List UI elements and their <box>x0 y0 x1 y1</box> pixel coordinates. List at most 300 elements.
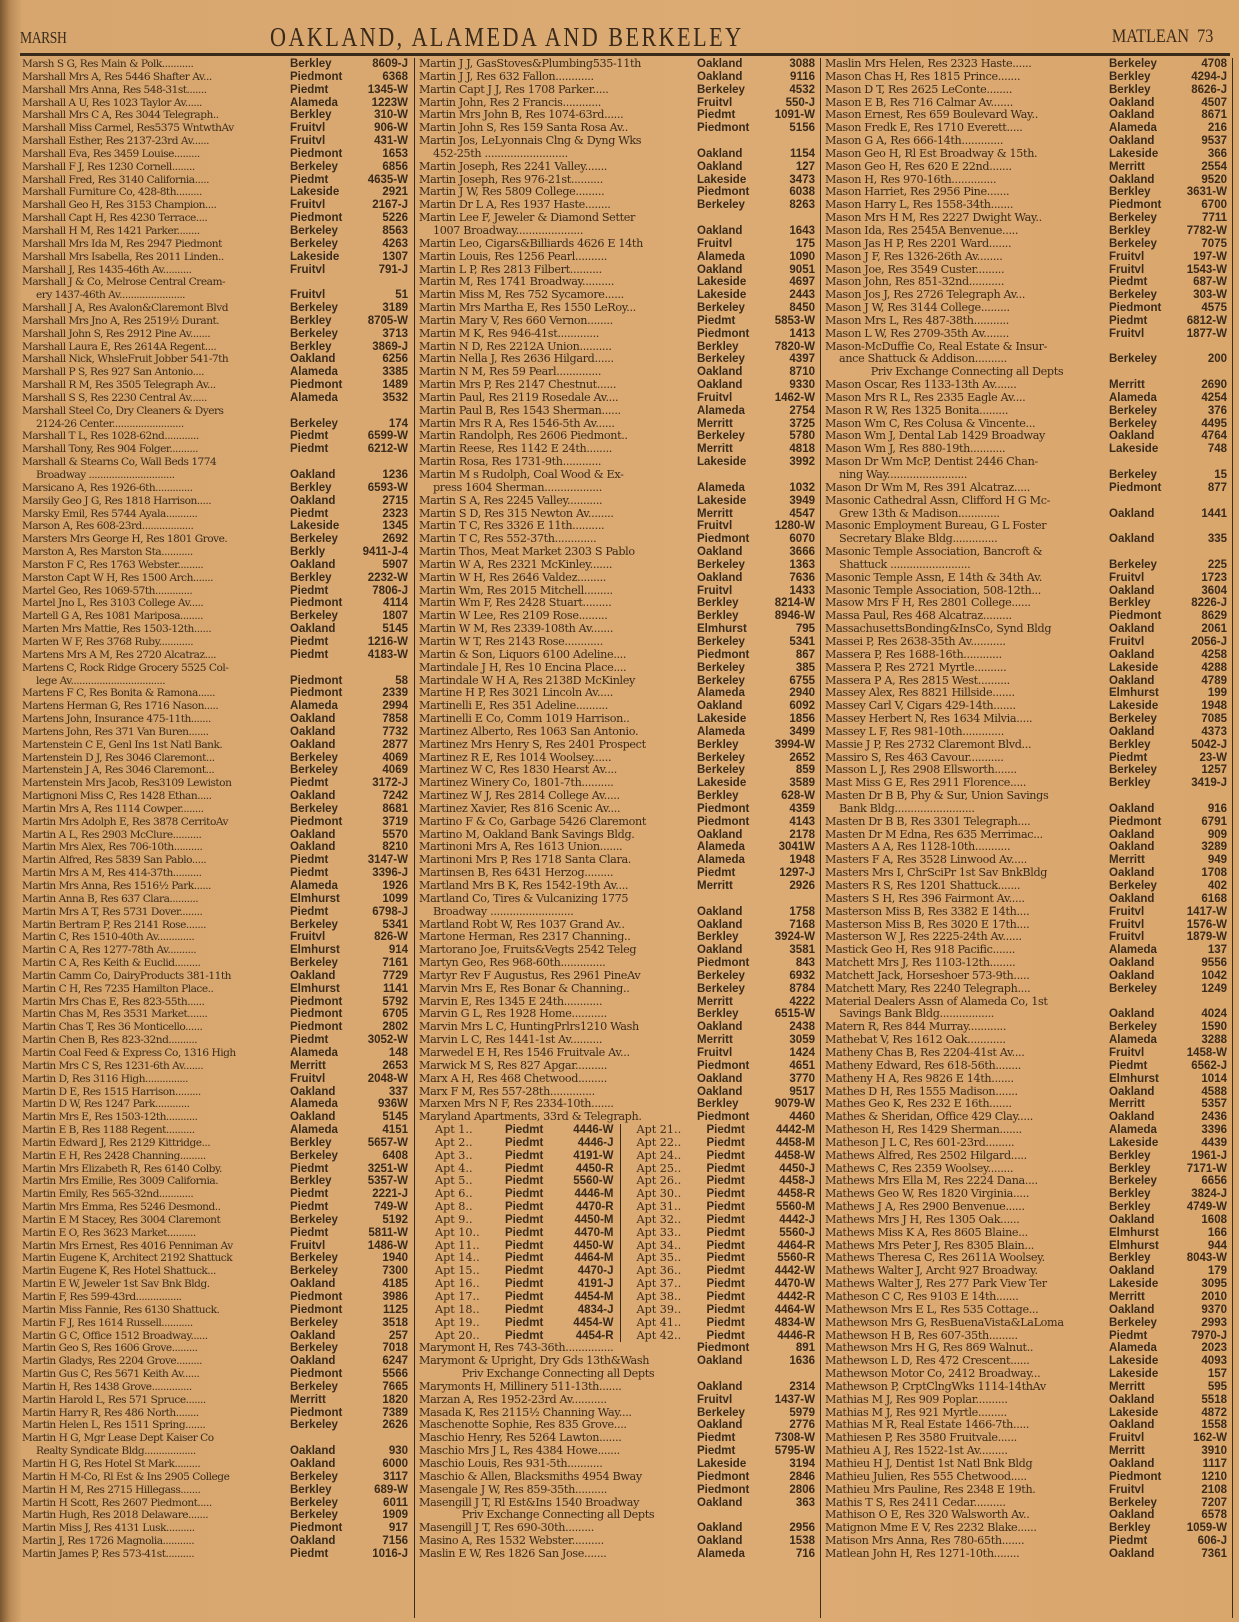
listing-exchange: Oakland <box>1109 969 1155 982</box>
listing-exchange: Berkeley <box>1109 558 1157 571</box>
listing-number: 8450 <box>789 302 815 315</box>
listing-exchange: Oakland <box>290 469 336 481</box>
apartment-label: Apt 36.. <box>636 1264 682 1278</box>
listing-number: 5657-W <box>367 1136 408 1149</box>
listing-number: 6656 <box>1201 1175 1227 1188</box>
listing-exchange: Berkeley <box>697 635 745 648</box>
listing-name: Mathewson Mrs E L, Res 535 Cottage... <box>825 1303 1039 1316</box>
apartment-label: Apt 30.. <box>636 1187 682 1201</box>
listing-name: Martin Chas M, Res 3531 Market....... <box>22 1008 208 1021</box>
listing-exchange: Fruitvl <box>697 1046 733 1059</box>
listing-row <box>22 841 414 854</box>
listing-row <box>22 1163 414 1176</box>
listing-name: Martin Joseph, Res 2241 Valley....... <box>419 160 608 173</box>
apartment-exchange: Piedmt <box>505 1149 544 1162</box>
listing-number: 1042 <box>1201 969 1227 982</box>
listing-name: Martin Anna B, Res 637 Clara.......... <box>22 892 199 905</box>
listing-name: Mathews Alfred, Res 2502 Hilgard..... <box>825 1149 1027 1162</box>
listing-exchange: Piedmont <box>1109 815 1162 828</box>
listing-exchange: Oakland <box>1109 648 1155 661</box>
listing-name: Mason J F, Res 1326-26th Av........ <box>825 250 1003 263</box>
listing-row <box>22 790 414 803</box>
listing-exchange: Oakland <box>1109 109 1155 122</box>
apartment-exchange: Piedmt <box>706 1329 745 1342</box>
listing-exchange: Alameda <box>697 725 745 738</box>
listing-row <box>419 585 821 598</box>
listing-number: 3499 <box>789 725 815 738</box>
listing-row <box>825 1368 1233 1381</box>
listing-row <box>22 675 414 688</box>
apartment-number: 4450-J <box>779 1162 815 1175</box>
listing-row <box>419 1432 821 1445</box>
listing-exchange: Berkley <box>290 58 332 70</box>
apartment-entry <box>621 1214 822 1227</box>
listing-row <box>419 186 821 199</box>
listing-exchange: Alameda <box>697 1547 745 1560</box>
listing-row <box>22 405 414 418</box>
listing-row <box>22 1034 414 1047</box>
apartment-entry <box>419 1304 621 1317</box>
listing-name: Marshall Mrs Ida M, Res 2947 Piedmont <box>22 237 222 250</box>
listing-exchange: Piedmont <box>697 802 750 815</box>
listing-exchange: Berkeley <box>1109 353 1157 366</box>
listing-row <box>22 713 414 726</box>
listing-exchange: Lakeside <box>1109 1355 1159 1368</box>
listing-name: Mathewson Mrs H G, Res 869 Walnut.. <box>825 1342 1034 1355</box>
listing-name: Martin D E, Res 1515 Harrison......... <box>22 1085 201 1098</box>
listing-exchange: Piedmt <box>1109 751 1148 764</box>
listing-name: Massey L F, Res 981-10th............. <box>825 725 1004 738</box>
listing-number: 8710 <box>789 366 815 379</box>
listing-name: Martin Coal Feed & Express Co, 1316 High <box>22 1046 236 1059</box>
listing-name: Martin W M, Res 2339-108th Av....... <box>419 623 614 636</box>
listing-name: Mathewson Motor Co, 2412 Broadway... <box>825 1368 1041 1381</box>
listing-exchange: Fruitvl <box>1109 918 1145 931</box>
listing-row <box>22 777 414 790</box>
listing-number: 8784 <box>789 982 815 995</box>
listing-row <box>825 109 1233 122</box>
listing-exchange: Piedmont <box>290 379 343 392</box>
listing-row <box>419 906 821 919</box>
listing-number: 6515-W <box>774 1008 815 1021</box>
listing-number: 3589 <box>789 777 815 790</box>
listing-exchange: Berkley <box>1109 597 1151 610</box>
listing-row <box>825 1394 1233 1407</box>
listing-name: Mathews Mrs Ella M, Res 2224 Dana.... <box>825 1175 1038 1188</box>
listing-name: Mastick Geo H, Res 918 Pacific....... <box>825 944 1015 957</box>
listing-exchange: Berkley <box>1109 1149 1151 1162</box>
listing-row <box>22 84 414 97</box>
listing-name: Martin Miss J, Res 4131 Lusk.......... <box>22 1522 195 1535</box>
listing-number: 3288 <box>1201 1034 1227 1047</box>
listing-number: 3041W <box>778 841 815 854</box>
listing-name: Masterson Miss B, Res 3382 E 14th.... <box>825 905 1030 918</box>
listing-exchange: Oakland <box>290 1329 336 1342</box>
listing-row <box>825 328 1233 341</box>
listing-name: Savings Bank Bldg................. <box>839 1008 995 1021</box>
listing-name: Mason Mrs R L, Res 2335 Eagle Av.... <box>825 391 1026 404</box>
listing-exchange: Piedmont <box>697 957 750 970</box>
apartment-row <box>419 1137 821 1150</box>
listing-row <box>419 636 821 649</box>
listing-number: 2061 <box>1201 623 1227 636</box>
listing-number: 7820-W <box>774 340 815 353</box>
listing-exchange: Fruitvl <box>1109 1046 1145 1059</box>
listing-row <box>22 1214 414 1227</box>
listing-row <box>419 1522 821 1535</box>
listing-name: Martin M, Res 1741 Broadway.......... <box>419 276 615 289</box>
listing-exchange: Berkeley <box>1109 764 1157 777</box>
listing-name: Martin D W, Res 1247 Park............ <box>22 1098 190 1111</box>
listing-row <box>22 353 414 366</box>
listing-number: 8210 <box>382 841 408 854</box>
listing-exchange: Elmhurst <box>1109 1239 1159 1252</box>
listing-exchange: Berkeley <box>290 224 338 237</box>
listing-name: Martin Mrs E, Res 1503-12th........... <box>22 1111 198 1124</box>
listing-name: Martin S A, Res 2245 Valley........... <box>419 494 603 507</box>
listing-number: 51 <box>395 289 408 302</box>
listing-exchange: Lakeside <box>697 777 747 790</box>
listing-row <box>22 508 414 521</box>
listing-row <box>419 944 821 957</box>
listing-row <box>825 71 1233 84</box>
listing-number: 2652 <box>789 751 815 764</box>
listing-name: Masson L J, Res 2908 Ellsworth....... <box>825 764 1017 777</box>
listing-exchange: Berkley <box>1109 1201 1151 1214</box>
listing-number: 4373 <box>1201 725 1227 738</box>
listing-name: Martinelli E, Res 351 Adeline.......... <box>419 700 608 713</box>
listing-exchange: Oakland <box>1109 867 1155 880</box>
listing-exchange: Lakeside <box>1109 700 1159 713</box>
listing-exchange: Berkeley <box>290 302 338 315</box>
listing-exchange: Oakland <box>1109 1111 1155 1124</box>
listing-exchange <box>290 662 356 675</box>
listing-name: Marsily Geo J G, Res 1818 Harrison..... <box>22 494 212 507</box>
listing-number: 9411-J-4 <box>362 546 408 559</box>
listing-row <box>22 533 414 546</box>
listing-name: Maschenotte Sophie, Res 835 Grove.... <box>419 1419 627 1432</box>
listing-number: 1758 <box>789 905 815 918</box>
listing-number: 1538 <box>789 1535 815 1548</box>
listing-exchange: Oakland <box>697 1085 743 1098</box>
listing-row <box>22 1342 414 1355</box>
listing-exchange: Berkeley <box>1109 1175 1157 1188</box>
apartment-number: 4442-R <box>777 1291 815 1303</box>
listing-exchange: Piedmt <box>290 1034 329 1047</box>
listing-number: 3095 <box>1201 1278 1227 1291</box>
listing-name: Matheson J L C, Res 601-23rd......... <box>825 1136 1015 1149</box>
listing-name: Martin Paul B, Res 1543 Sherman...... <box>419 404 621 417</box>
apartment-entry <box>621 1137 822 1150</box>
listing-name: Martin J J, Res 632 Fallon............ <box>419 70 594 83</box>
listing-row <box>825 341 1233 354</box>
listing-row <box>825 443 1233 456</box>
listing-number: 1424 <box>789 1046 815 1059</box>
listing-number: 4093 <box>1201 1355 1227 1368</box>
listing-exchange: Berkly <box>290 546 326 559</box>
listing-row <box>825 931 1233 944</box>
listing-exchange: Berkeley <box>697 751 745 764</box>
listing-name: Martin Mrs P, Res 2147 Chestnut...... <box>419 379 617 392</box>
listing-name: Martin Mrs Elizabeth R, Res 6140 Colby. <box>22 1162 222 1175</box>
listing-row <box>825 585 1233 598</box>
listing-exchange: Oakland <box>290 738 336 751</box>
listing-number: 1723 <box>1201 571 1227 584</box>
listing-name: Martin J, Res 1726 Magnolia........... <box>22 1535 195 1548</box>
listing-number: 3172-J <box>372 777 408 790</box>
listing-exchange: Berkley <box>290 340 332 353</box>
apartment-exchange: Piedmt <box>505 1226 544 1239</box>
listing-row <box>22 1240 414 1253</box>
listing-name: Martin Geo S, Res 1606 Grove......... <box>22 1342 198 1355</box>
listing-name: Mathes Geo K, Res 232 E 16th....... <box>825 1098 1012 1111</box>
listing-exchange: Fruitvl <box>1109 1483 1145 1496</box>
listing-exchange: Piedmt <box>290 1162 329 1175</box>
listing-number: 4818 <box>789 443 815 456</box>
listing-row <box>825 1317 1233 1330</box>
listing-exchange <box>290 1432 356 1445</box>
listing-name: Mason John, Res 851-32nd........... <box>825 276 1005 289</box>
listing-name: Martenstein J A, Res 3046 Claremont... <box>22 764 215 777</box>
apartment-number: 4454-M <box>574 1291 614 1303</box>
apartment-exchange: Piedmt <box>706 1162 745 1175</box>
listing-exchange: Oakland <box>1109 623 1155 636</box>
apartment-label: Apt 34.. <box>636 1238 682 1252</box>
listing-name: Martin C A, Res Keith & Euclid......... <box>22 957 201 970</box>
listing-exchange <box>290 456 356 469</box>
listing-row <box>825 1175 1233 1188</box>
apartment-entry <box>621 1227 822 1240</box>
listing-number: 6932 <box>789 969 815 982</box>
listing-name: Masengale J W, Res 859-35th.......... <box>419 1483 607 1496</box>
listing-name: Mathis T S, Res 2411 Cedar.......... <box>825 1496 1006 1509</box>
listing-name: Martin Dr L A, Res 1937 Haste........ <box>419 199 611 212</box>
listing-number: 1345-W <box>367 83 408 96</box>
header-last-name: MATLEAN <box>1111 26 1189 47</box>
listing-exchange: Berkley <box>1109 83 1151 96</box>
listing-row <box>419 546 821 559</box>
listing-name: Maschio Henry, Res 5264 Lawton....... <box>419 1432 622 1445</box>
listing-row <box>825 546 1233 559</box>
listing-row <box>22 1317 414 1330</box>
listing-exchange <box>290 276 356 289</box>
listing-number: 6212-W <box>367 443 408 456</box>
listing-row <box>419 212 821 225</box>
listing-exchange: Oakland <box>1109 1393 1155 1406</box>
listing-number: 5341 <box>382 918 408 931</box>
apartment-entry <box>419 1214 621 1227</box>
listing-row <box>825 1432 1233 1445</box>
listing-name: Martin L P, Res 2813 Filbert.......... <box>419 263 602 276</box>
listing-row <box>419 148 821 161</box>
listing-row <box>22 225 414 238</box>
listing-number: 1879-W <box>1186 931 1227 944</box>
listing-number: 5341 <box>789 635 815 648</box>
listing-row <box>825 1497 1233 1510</box>
apartment-label: Apt 31.. <box>636 1200 682 1214</box>
apartment-number: 4458-R <box>777 1188 815 1201</box>
listing-number: 3147-W <box>367 854 408 867</box>
listing-exchange: Berkeley <box>1109 237 1157 250</box>
listing-number: 9370 <box>1201 1303 1227 1316</box>
listing-row <box>825 1509 1233 1522</box>
listing-name: Martel Jno L, Res 3103 College Av..... <box>22 597 204 610</box>
listing-number <box>763 469 821 482</box>
listing-name: Martin C A, Res 1277-78th Av.......... <box>22 944 197 957</box>
listing-exchange: Oakland <box>697 944 743 957</box>
listing-exchange: Lakeside <box>1109 443 1159 456</box>
listing-name: Secretary Blake Bldg.............. <box>839 533 998 546</box>
listing-row <box>419 1394 821 1407</box>
listing-row <box>419 919 821 932</box>
listing-number: 4460 <box>789 1111 815 1124</box>
listing-row <box>825 944 1233 957</box>
listing-row <box>825 174 1233 187</box>
listing-row <box>22 315 414 328</box>
listing-row <box>22 1291 414 1304</box>
listing-row <box>22 1381 414 1394</box>
listing-name: Mason Ida, Res 2545A Benvenue..... <box>825 224 1019 237</box>
listing-number <box>1175 546 1233 559</box>
listing-name: Marx A H, Res 468 Chetwood......... <box>419 1072 607 1085</box>
listing-row <box>22 649 414 662</box>
listing-exchange: Oakland <box>1109 507 1155 520</box>
listing-exchange: Oakland <box>697 70 743 83</box>
listing-row <box>419 341 821 354</box>
listing-number: 4359 <box>789 802 815 815</box>
listing-number: 7161 <box>382 957 408 970</box>
listing-row <box>22 1021 414 1034</box>
listing-name: Martin H M-Co, Rl Est & Ins 2905 College <box>22 1470 230 1483</box>
apartment-exchange: Piedmt <box>706 1201 745 1214</box>
listing-exchange: Fruitvl <box>697 237 733 250</box>
listing-number: 944 <box>1207 1239 1227 1252</box>
listing-row <box>825 1008 1233 1021</box>
listing-number: 9520 <box>1201 173 1227 186</box>
listing-number: 4143 <box>789 815 815 828</box>
listing-row <box>22 1522 414 1535</box>
listing-exchange: Berkeley <box>290 1265 338 1278</box>
listing-name: Masonic Temple Association, Bancroft & <box>825 546 1043 559</box>
listing-exchange: Elmhurst <box>1109 1072 1159 1085</box>
listing-name: Matheny Edward, Res 618-56th........ <box>825 1059 1021 1072</box>
listing-exchange: Piedmont <box>1109 481 1162 494</box>
listing-number: 1489 <box>382 379 408 392</box>
listing-exchange: Fruitvl <box>697 1393 733 1406</box>
listing-name: Matheson H, Res 1429 Sherman....... <box>825 1124 1022 1137</box>
listing-exchange: Alameda <box>697 481 745 494</box>
listing-number <box>356 456 414 469</box>
listing-number: 4872 <box>1201 1406 1227 1419</box>
listing-row <box>419 700 821 713</box>
listing-number: 5518 <box>1201 1393 1227 1406</box>
listing-row <box>22 161 414 174</box>
listing-name: Marshall Mrs Anna, Res 548-31st....... <box>22 83 207 96</box>
listing-name: Marxen Mrs N F, Res 2334-10th....... <box>419 1098 614 1111</box>
listing-exchange: Berkeley <box>697 661 745 674</box>
listing-name: Martin Wm, Res 2015 Mitchell......... <box>419 584 613 597</box>
listing-name: Marshall Steel Co, Dry Cleaners & Dyers <box>22 404 224 417</box>
listing-row <box>22 199 414 212</box>
apartment-number: 4446-J <box>577 1136 614 1149</box>
page-header <box>0 22 1239 52</box>
listing-name: Martens John, Res 371 Van Buren....... <box>22 725 209 738</box>
listing-name: Martin Hugh, Res 2018 Delaware....... <box>22 1509 209 1522</box>
listing-name: Martens F C, Res Bonita & Ramona...... <box>22 687 216 700</box>
listing-row <box>419 302 821 315</box>
listing-number: 6700 <box>1201 199 1227 212</box>
listing-row <box>825 1252 1233 1265</box>
listing-exchange: Fruitvl <box>290 289 326 302</box>
listing-number <box>356 276 414 289</box>
listing-exchange: Berkley <box>697 790 739 803</box>
listing-number: 936W <box>377 1098 408 1111</box>
listing-exchange: Piedmt <box>290 1547 329 1560</box>
listing-name: Mathewson Mrs G, ResBuenaVista&LaLoma <box>825 1316 1064 1329</box>
listing-number: 3581 <box>789 944 815 957</box>
listing-number: 7361 <box>1201 1547 1227 1560</box>
listing-row <box>419 109 821 122</box>
listing-name: Marshall A U, Res 1023 Taylor Av...... <box>22 96 202 109</box>
apartment-row <box>419 1175 821 1188</box>
listing-row <box>22 1124 414 1137</box>
apartment-exchange: Piedmt <box>706 1291 745 1303</box>
listing-row <box>825 379 1233 392</box>
listing-row <box>419 379 821 392</box>
listing-name: Mason H, Res 970-16th.............. <box>825 173 997 186</box>
listing-name: Martin H M, Res 2715 Hillegass....... <box>22 1483 201 1496</box>
listing-name: Martin Alfred, Res 5839 San Pablo..... <box>22 854 207 867</box>
listing-exchange: Berkley <box>697 1008 739 1021</box>
listing-number: 4697 <box>789 276 815 289</box>
listing-name: Mason R W, Res 1325 Bonita......... <box>825 404 1009 417</box>
listing-name: Marston F C, Res 1763 Webster......... <box>22 558 204 571</box>
listing-row <box>22 1008 414 1021</box>
listing-name: Marshall Geo H, Res 3153 Champion.... <box>22 199 217 212</box>
listing-exchange: Alameda <box>1109 944 1157 957</box>
listing-row <box>22 919 414 932</box>
listing-name: Martin W Lee, Res 2109 Rose......... <box>419 610 608 623</box>
listing-exchange: Berkeley <box>697 353 745 366</box>
listing-number: 6593-W <box>367 481 408 494</box>
listing-number: 4183-W <box>367 648 408 661</box>
listing-name: Material Dealers Assn of Alameda Co, 1st <box>825 995 1048 1008</box>
listing-row <box>419 174 821 187</box>
listing-row <box>22 1368 414 1381</box>
listing-number: 1099 <box>382 892 408 905</box>
listing-name: Martin Helen L, Res 1511 Spring....... <box>22 1419 206 1432</box>
listing-number: 1940 <box>382 1252 408 1265</box>
listing-number: 23-W <box>1199 751 1227 764</box>
listing-row <box>419 803 821 816</box>
listing-name: Martinelli E Co, Comm 1019 Harrison.. <box>419 713 630 726</box>
listing-number: 6599-W <box>367 430 408 443</box>
listing-row <box>22 1548 414 1561</box>
listing-exchange: Piedmont <box>290 674 343 687</box>
apartment-number: 4458-W <box>774 1149 815 1162</box>
listing-row <box>825 636 1233 649</box>
listing-number: 148 <box>388 1046 408 1059</box>
listing-name: Marshall Capt H, Res 4230 Terrace.... <box>22 212 208 225</box>
listing-name: Mathias M R, Real Estate 1466-7th..... <box>825 1419 1030 1432</box>
listing-number: 3666 <box>789 546 815 559</box>
listing-exchange: Piedmont <box>290 147 343 160</box>
listing-name: Massei P, Res 2638-35th Av........... <box>825 635 1006 648</box>
listing-number: 8043-W <box>1186 1252 1227 1265</box>
listing-exchange <box>697 893 763 906</box>
listing-row <box>825 1034 1233 1047</box>
listing-name: Masonic Employment Bureau, G L Foster <box>825 520 1047 533</box>
